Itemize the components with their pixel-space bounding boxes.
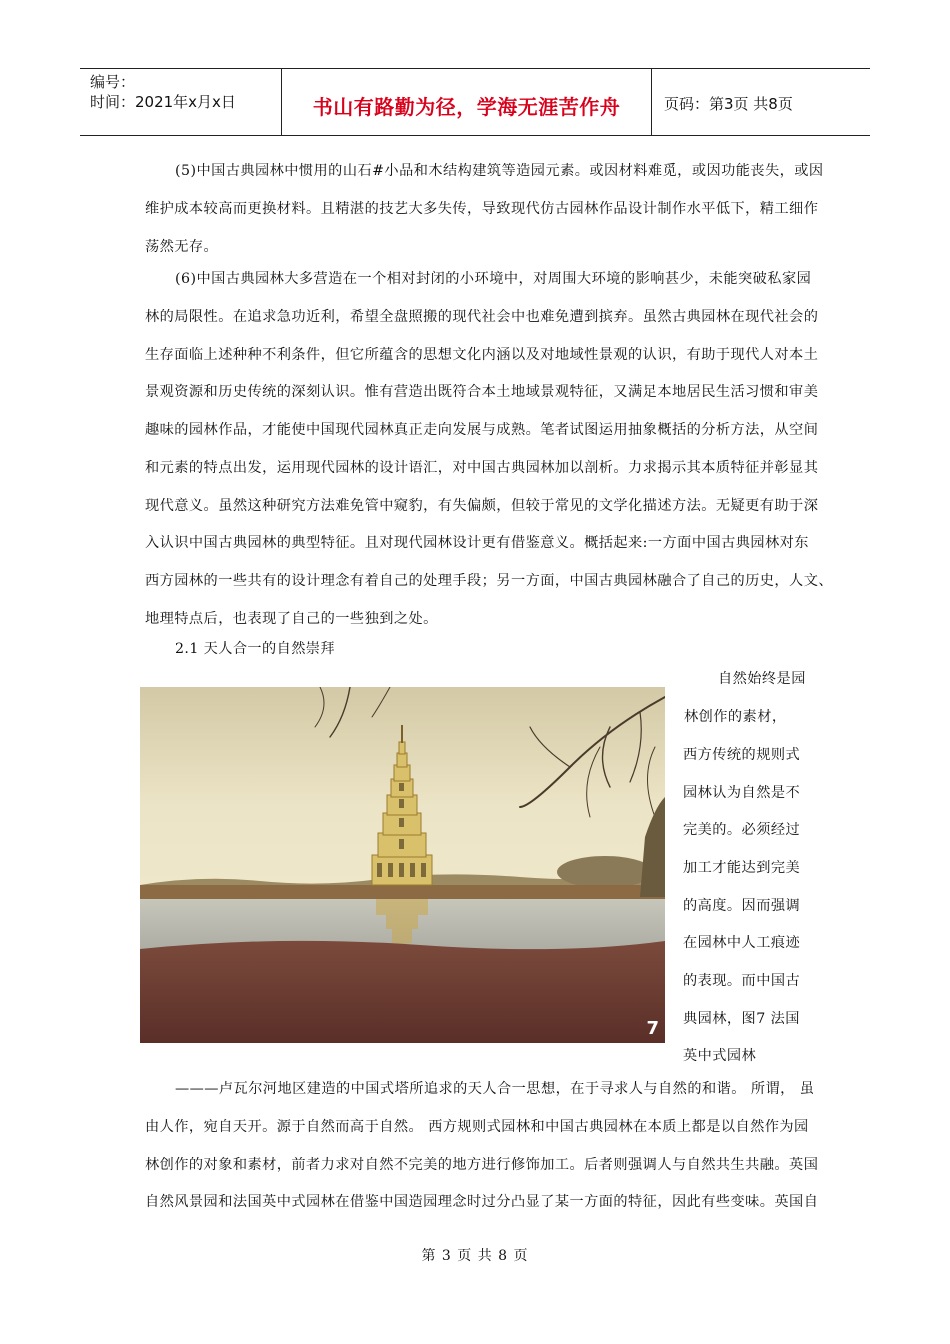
side-text-line: 典园林，图7 法国 — [683, 1011, 800, 1027]
text-line: 荡然无存。 — [145, 239, 219, 255]
text-line: 林创作的对象和素材，前者力求对自然不完美的地方进行修饰加工。后者则强调人与自然共生共融。英国 — [145, 1157, 819, 1173]
text-line: 维护成本较高而更换材料。且精湛的技艺大多失传，导致现代仿古园林作品设计制作水平低下，精工细作 — [145, 201, 819, 217]
text-line: 景观资源和历史传统的深刻认识。惟有营造出既符合本土地域景观特征，又满足本地居民生活习惯和审美 — [145, 384, 819, 400]
text-line: ———卢瓦尔河地区建造的中国式塔所追求的天人合一思想，在于寻求人与自然的和谐。 所谓， 虽 — [175, 1081, 815, 1097]
side-text-line: 的高度。因而强调 — [683, 898, 801, 914]
text-line: 现代意义。虽然这种研究方法难免管中窥豹，有失偏颇，但较于常见的文学化描述方法。无疑更有助于深 — [145, 498, 819, 514]
document-header — [80, 68, 870, 136]
header-divider — [651, 69, 652, 135]
side-text-line: 园林认为自然是不 — [683, 785, 801, 801]
text-line: 西方园林的一些共有的设计理念有着自己的处理手段；另一方面，中国古典园林融合了自己的历史，人文、 — [145, 573, 833, 589]
pagoda-illustration — [140, 687, 665, 1043]
page-footer: 第 3 页 共 8 页 — [421, 1248, 529, 1264]
text-line: 趣味的园林作品，才能使中国现代园林真正走向发展与成熟。笔者试图运用抽象概括的分析方法，从空间 — [145, 422, 819, 438]
text-line: 自然风景园和法国英中式园林在借鉴中国造园理念时过分凸显了某一方面的特征，因此有些变味。英国自 — [145, 1194, 819, 1210]
text-line: (6)中国古典园林大多营造在一个相对封闭的小环境中，对周围大环境的影响甚少，未能突破私家园 — [175, 271, 812, 287]
side-text-line: 的表现。而中国古 — [683, 973, 801, 989]
text-line: 由人作，宛自天开。源于自然而高于自然。 西方规则式园林和中国古典园林在本质上都是以自然作为园 — [145, 1119, 809, 1135]
side-text-line: 西方传统的规则式 — [683, 747, 801, 763]
side-text-line: 加工才能达到完美 — [683, 860, 801, 876]
side-text-line: 英中式园林 — [683, 1048, 757, 1064]
side-text-line: 林创作的素材， — [684, 709, 787, 725]
text-line: 林的局限性。在追求急功近利，希望全盘照搬的现代社会中也难免遭到摈弃。虽然古典园林在现代社会的 — [145, 309, 819, 325]
figure-number: 7 — [646, 1018, 659, 1039]
side-text-line: 自然始终是园 — [718, 671, 806, 687]
header-page-number: 页码：第3页 共8页 — [664, 95, 793, 113]
code-label: 编号： — [90, 73, 136, 91]
side-text-line: 在园林中人工痕迹 — [683, 935, 801, 951]
time-label: 时间：2021年x月x日 — [90, 93, 236, 111]
text-line: 生存面临上述种种不利条件，但它所蕴含的思想文化内涵以及对地域性景观的认识，有助于现代人对本土 — [145, 347, 819, 363]
side-text-line: 完美的。必须经过 — [683, 822, 801, 838]
section-title: 2.1 天人合一的自然崇拜 — [175, 641, 335, 657]
text-line: 地理特点后，也表现了自己的一些独到之处。 — [145, 611, 438, 627]
text-line: (5)中国古典园林中惯用的山石#小品和木结构建筑等造园元素。或因材料难觅，或因功能丧失，或因 — [175, 163, 824, 179]
figure-pagoda-photo — [140, 687, 665, 1043]
header-motto: 书山有路勤为径，学海无涯苦作舟 — [312, 95, 621, 119]
text-line: 和元素的特点出发，运用现代园林的设计语汇，对中国古典园林加以剖析。力求揭示其本质特征并彰显其 — [145, 460, 819, 476]
text-line: 入认识中国古典园林的典型特征。且对现代园林设计更有借鉴意义。概括起来:一方面中国古典园林对东 — [145, 535, 809, 551]
